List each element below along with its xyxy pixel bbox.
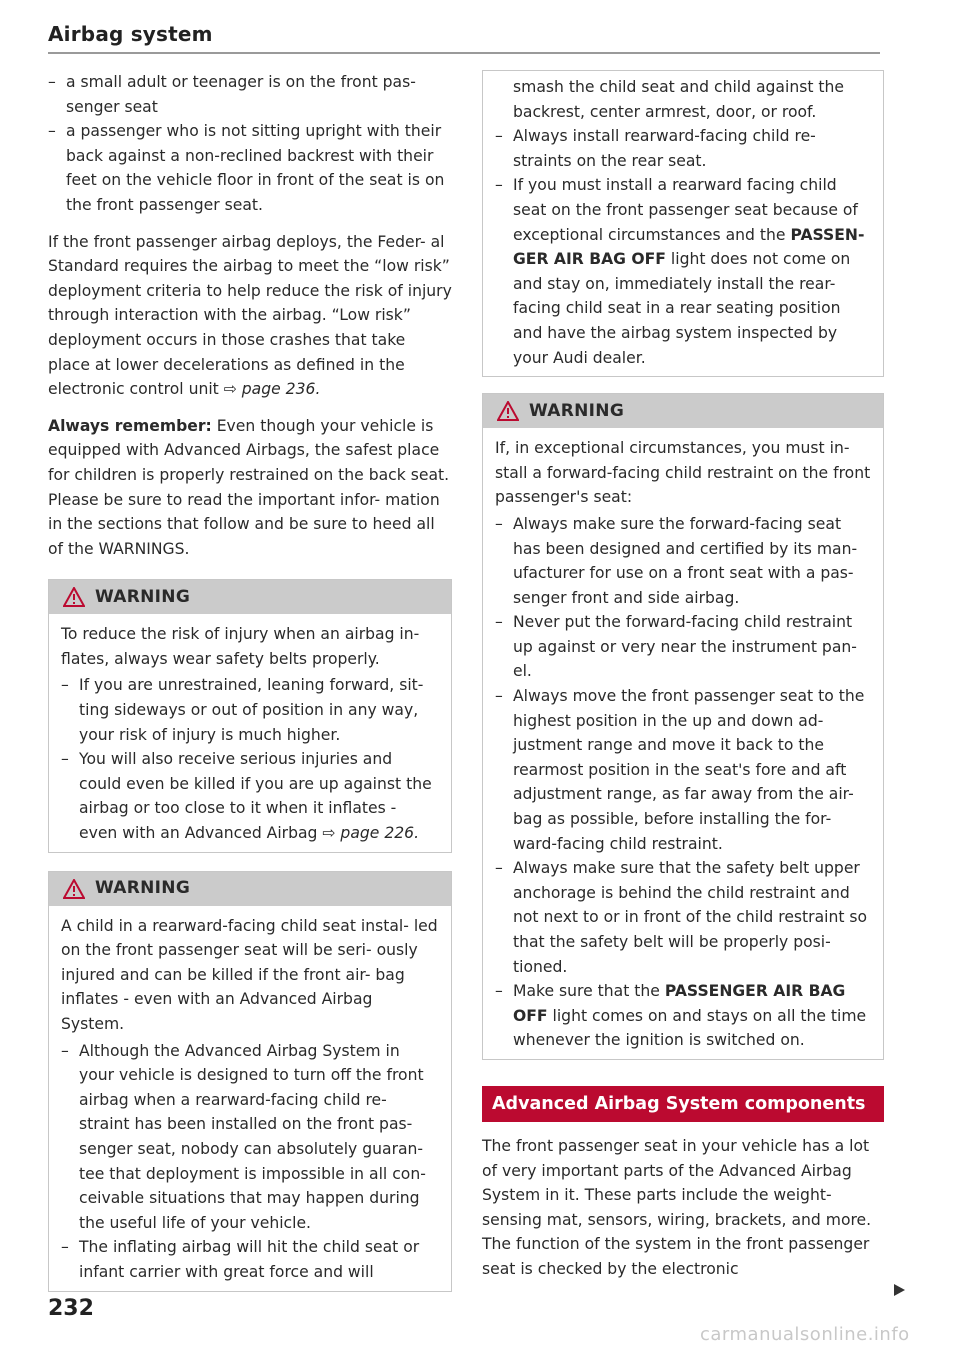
warning-body: If, in exceptional circumstances, you must in- stall a forward-facing child restraint on the front passenger's seat: – Always make sure the forward-facing seat has been designed and certified by its man- ufacturer for use on a front seat with a pas- senger front and side airbag. – Never put the forward-facing child restraint up against or very near the instrument pan- el. – Always move the front passenger seat to the highest position in the up and down ad- justment range and move it back to the rearmost position in the seat's fore and aft adjustment range, as far away from the air- bag as possible, before installing the for- ward-facing child restraint. – Always make sure that the safety belt upper anchorage is behind the child restraint and not next to or in front of the child restraint so that the safety belt will be properly posi- tioned. – Make sure that the PASSENGER AIR BAG OFF light comes on and stays on all the time whenever the ignition is switched on. — [483, 428, 883, 1059]
page-link-226[interactable]: ⇨ page 226. — [322, 824, 420, 843]
paragraph-federal-standard: If the front passenger airbag deploys, the Feder- al Standard requires the airbag to meet the “low risk” deployment criteria to help reduce the risk of injury through interaction with the airbag. “Low risk” deployment occurs in those crashes that take place at lower decelerations as defined in the electronic control unit ⇨ page 236. — [48, 232, 452, 399]
list-item: – If you are unrestrained, leaning forward, sit- ting sideways or out of position in any way, your risk of injury is much higher. — [61, 673, 439, 747]
warning-header — [483, 394, 883, 428]
warning-continuation-box: smash the child seat and child against the backrest, center armrest, door, or roof. – Always install rearward-facing child re- straints on the rear seat. – If you must install a rearward facing child seat on the front passenger seat because of exceptional circumstances and the PASSEN- GER AIR BAG OFF light does not come on and stay on, immediately install the rear- facing child seat in a rear seating position and have the airbag system inspected by your Audi dealer. — [482, 70, 884, 377]
right-column — [482, 70, 884, 1294]
list-item: – Never put the forward-facing child restraint up against or very near the instrument pan- el. — [495, 610, 871, 684]
list-item: – Always move the front passenger seat to the highest position in the up and down ad- justment range and move it back to the rearmost position in the seat's fore and aft adjustment range, as far away from the air- bag as possible, before installing the for- ward-facing child restraint. — [495, 684, 871, 856]
warning-title: WARNING — [529, 400, 625, 421]
page-link-236[interactable]: ⇨ page 236. — [223, 380, 321, 399]
warning-title: WARNING — [95, 586, 191, 607]
warning-box-3 — [482, 393, 884, 1060]
watermark: carmanualsonline.info — [700, 1324, 910, 1345]
page-title: Airbag system — [48, 22, 213, 46]
section-paragraph: The front passenger seat in your vehicle has a lot of very important parts of the Advanced Airbag System in it. These parts include the weight- sensing mat, sensors, wiring, brackets, and more. The function of the system in the front passenger seat is checked by the electronic — [482, 1136, 872, 1278]
list-item: – Always make sure the forward-facing seat has been designed and certified by its man- ufacturer for use on a front seat with a pas- senger front and side airbag. — [495, 512, 871, 610]
warning-body: To reduce the risk of injury when an airbag in- flates, always wear safety belts properly. – If you are unrestrained, leaning forward, sit- ting sideways or out of position in any way, your risk of injury is much higher. – You will also receive serious injuries and could even be killed if you are up against the airbag or too close to it when it inflates - even with an Advanced Airbag ⇨ page 226. — [49, 614, 451, 851]
list-item: – The inflating airbag will hit the child seat or infant carrier with great force and will — [61, 1235, 439, 1284]
list-item: – If you must install a rearward facing child seat on the front passenger seat because of exceptional circumstances and the PASSEN- GER AIR BAG OFF light does not come on and stay on, immediately install the rear- facing child seat in a rear seating position and have the airbag system inspected by your Audi dealer. — [495, 173, 871, 370]
list-item: – You will also receive serious injuries and could even be killed if you are up against the airbag or too close to it when it inflates - even with an Advanced Airbag ⇨ page 226. — [61, 747, 439, 845]
paragraph-always-remember: Always remember: Even though your vehicle is equipped with Advanced Airbags, the safest place for children is properly restrained on the back seat. Please be sure to read the important infor- mation in the sections that follow and be sure to heed all of the WARNINGS. — [48, 416, 450, 558]
warning-triangle-icon — [497, 401, 519, 421]
intro-list — [48, 70, 452, 218]
list-item: – a passenger who is not sitting upright with their back against a non-reclined backrest with their feet on the vehicle floor in front of the seat is on the front passenger seat. — [48, 119, 452, 217]
warning-header — [49, 580, 451, 614]
page-header — [48, 22, 880, 54]
warning-title: WARNING — [95, 878, 191, 899]
list-item: – Always make sure that the safety belt upper anchorage is behind the child restraint and not next to or in front of the child restraint so that the safety belt will be properly posi- tioned. — [495, 856, 871, 979]
left-column — [48, 70, 452, 1306]
warning-header — [49, 872, 451, 906]
section-heading: Advanced Airbag System components — [482, 1086, 884, 1122]
warning-body: A child in a rearward-facing child seat instal- led on the front passenger seat will be seri- ously injured and can be killed if the front air- bag inflates - even with an Advanced Airbag System. – Although the Advanced Airbag System in your vehicle is designed to turn off the front airbag when a rearward-facing child re- straint has been installed on the front pas- senger seat, nobody can absolutely guaran- tee that deployment is impossible in all con- ceivable situations that may happen during the useful life of your vehicle. – The inflating airbag will hit the child seat or infant carrier with great force and will — [49, 906, 451, 1291]
warning-triangle-icon — [63, 587, 85, 607]
warning-box-1 — [48, 579, 452, 852]
list-item: – Make sure that the PASSENGER AIR BAG OFF light comes on and stays on all the time whenever the ignition is switched on. — [495, 979, 871, 1053]
warning-triangle-icon — [63, 879, 85, 899]
warning-box-2 — [48, 871, 452, 1292]
list-item: – Always install rearward-facing child re- straints on the rear seat. — [495, 124, 871, 173]
page-number: 232 — [48, 1296, 94, 1321]
list-item: – Although the Advanced Airbag System in your vehicle is designed to turn off the front airbag when a rearward-facing child re- straint has been installed on the front pas- senger seat, nobody can absolutely guaran- tee that deployment is impossible in all con- ceivable situations that may happen during the useful life of your vehicle. — [61, 1039, 439, 1236]
next-page-arrow-icon[interactable] — [892, 1283, 906, 1297]
list-item: – a small adult or teenager is on the front pas- senger seat — [48, 70, 452, 119]
